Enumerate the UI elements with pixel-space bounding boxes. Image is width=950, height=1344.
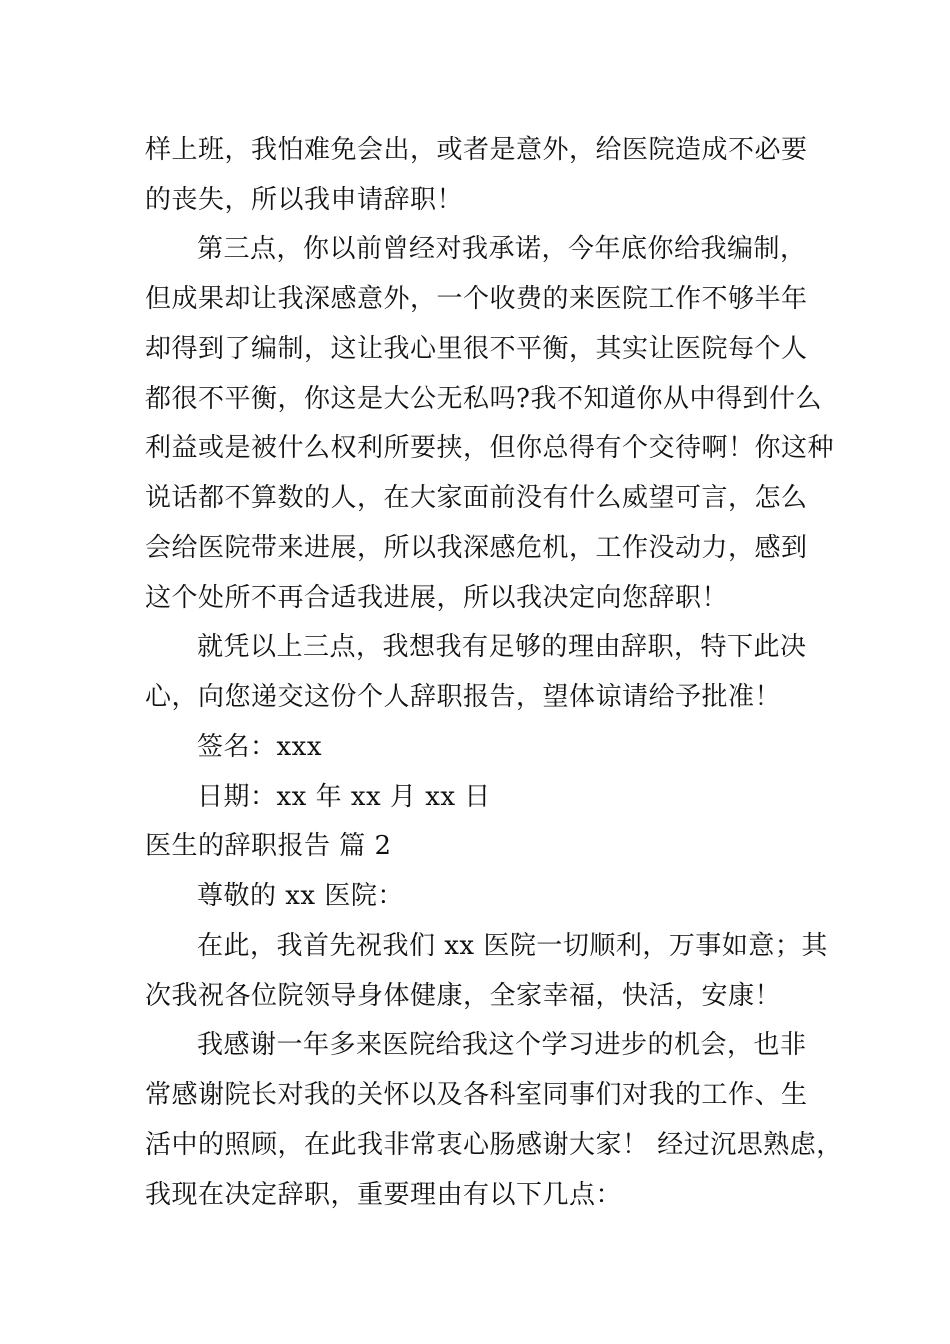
text-line: 的丧失，所以我申请辞职！ [145, 185, 464, 215]
date: 日期：xx 年 xx 月 xx 日 [197, 782, 491, 812]
salutation: 尊敬的 xx 医院： [197, 881, 404, 911]
text-line: 利益或是被什么权利所要挟，但你总得有个交待啊！你这种 [145, 433, 835, 463]
text-line: 会给医院带来进展，所以我深感危机，工作没动力，感到 [145, 533, 808, 563]
text-line: 我现在决定辞职，重要理由有以下几点： [145, 1180, 623, 1210]
text-line: 常感谢院长对我的关怀以及各科室同事们对我的工作、生 [145, 1080, 808, 1110]
text-line: 就凭以上三点，我想我有足够的理由辞职，特下此决 [197, 632, 807, 662]
text-line: 样上班，我怕难免会出，或者是意外，给医院造成不必要 [145, 135, 808, 165]
text-line: 活中的照顾，在此我非常衷心肠感谢大家！ 经过沉思熟虑， [145, 1130, 843, 1160]
text-line: 却得到了编制，这让我心里很不平衡，其实让医院每个人 [145, 334, 808, 364]
text-line: 次我祝各位院领导身体健康，全家幸福，快活，安康！ [145, 981, 782, 1011]
text-line: 这个处所不再合适我进展，所以我决定向您辞职！ [145, 583, 729, 613]
text-line: 在此，我首先祝我们 xx 医院一切顺利，万事如意；其 [197, 931, 828, 961]
signature: 签名：xxx [197, 732, 322, 762]
text-line: 都很不平衡，你这是大公无私吗?我不知道你从中得到什么 [145, 384, 822, 414]
text-line: 第三点，你以前曾经对我承诺，今年底你给我编制， [197, 234, 807, 264]
section-title: 医生的辞职报告 篇 2 [145, 831, 392, 861]
text-line: 心，向您递交这份个人辞职报告，望体谅请给予批准！ [145, 682, 782, 712]
text-line: 说话都不算数的人，在大家面前没有什么威望可言，怎么 [145, 483, 808, 513]
text-line: 我感谢一年多来医院给我这个学习进步的机会，也非 [197, 1030, 807, 1060]
text-line: 但成果却让我深感意外，一个收费的来医院工作不够半年 [145, 284, 808, 314]
